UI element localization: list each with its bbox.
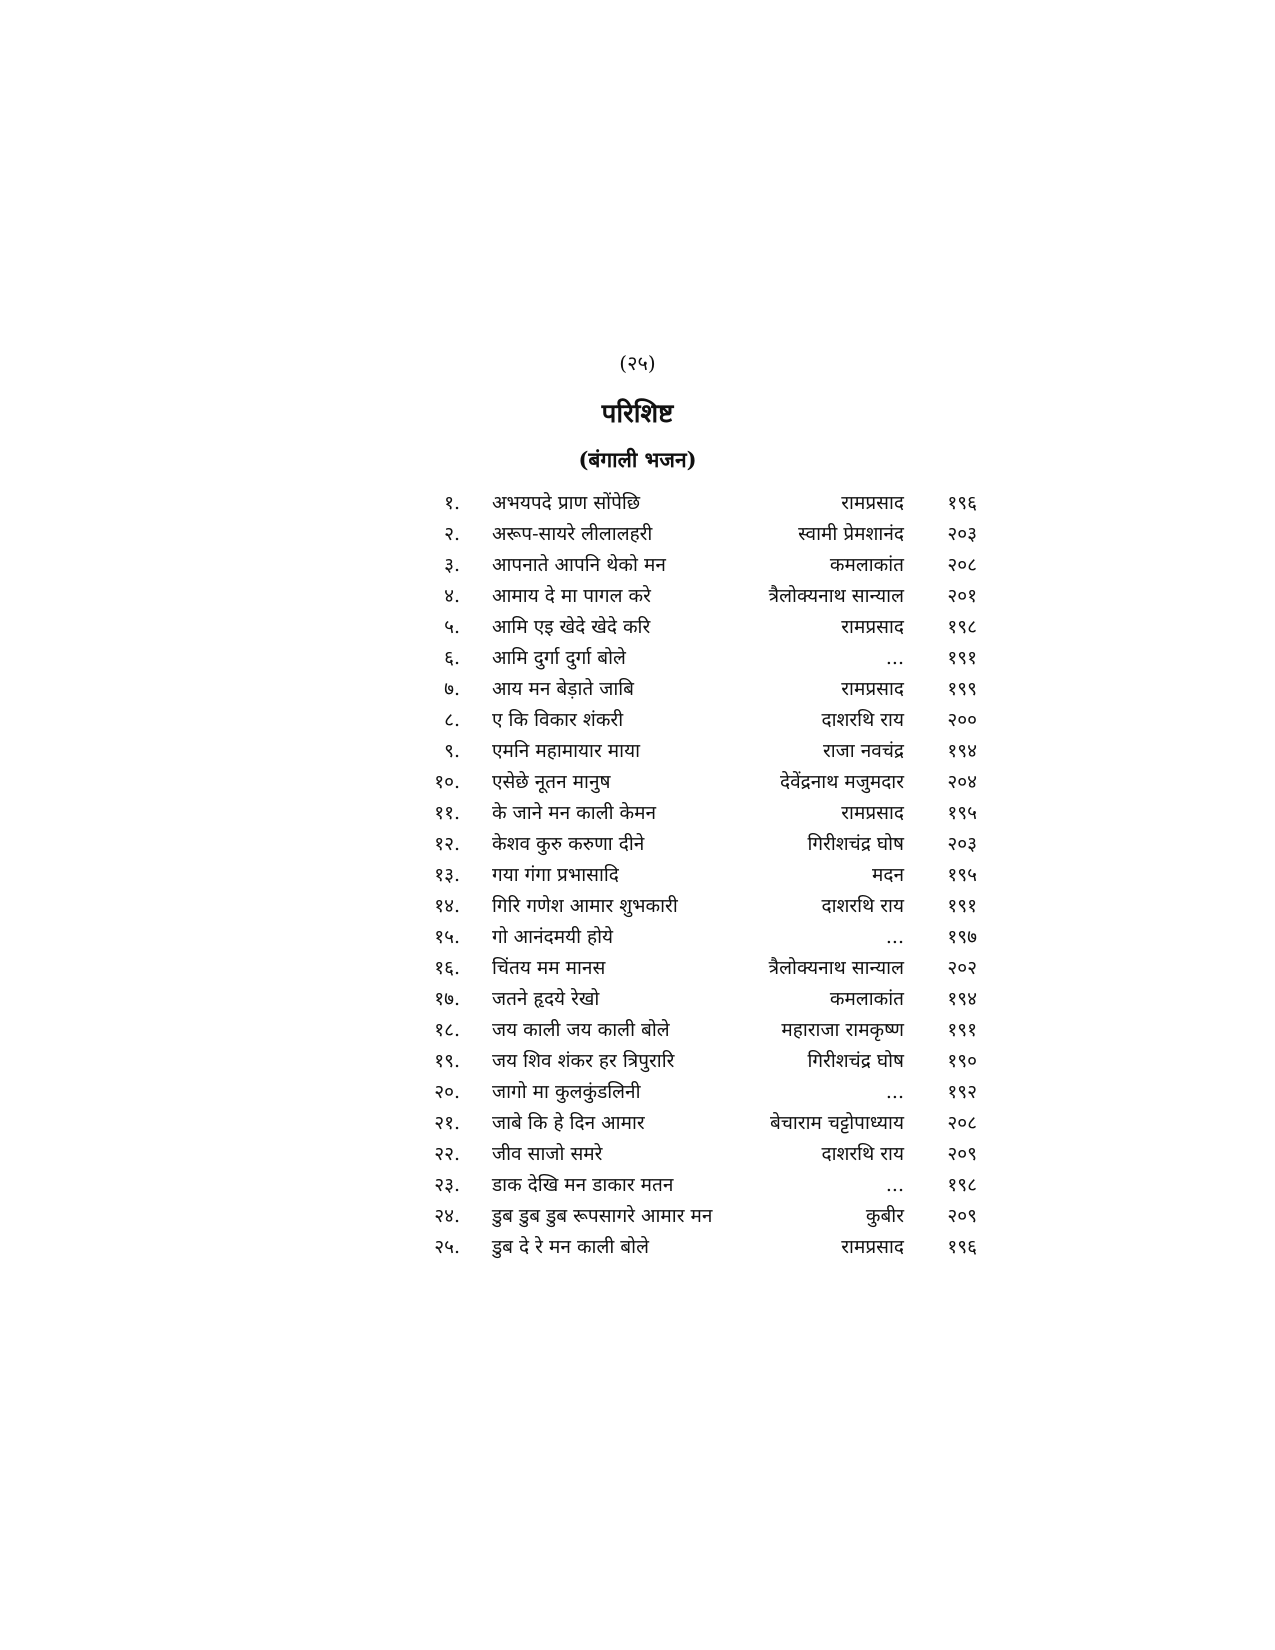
entry-number: २. [444,523,460,545]
index-entry [0,984,1275,1015]
entry-number: १. [444,492,460,514]
entry-title: चिंतय मम मानस [492,957,606,979]
entry-number: ५. [444,616,460,638]
entry-page: १९४ [947,988,977,1010]
entry-author: कमलाकांत [829,988,904,1010]
entry-number: २२. [434,1143,460,1165]
entry-page: २०९ [947,1143,977,1165]
entry-author: रामप्रसाद [841,492,904,514]
entry-number: २५. [434,1236,460,1258]
entry-page: १९४ [947,740,977,762]
entry-title: के जाने मन काली केमन [492,802,657,824]
entry-page: १९८ [947,1174,977,1196]
entry-number: २३. [434,1174,460,1196]
entry-page: २०० [947,709,977,731]
entry-number: ३. [444,554,460,576]
index-entry [0,674,1275,705]
index-entry [0,550,1275,581]
entry-page: १९५ [947,802,977,824]
entry-number: ४. [444,585,460,607]
entry-number: १४. [434,895,460,917]
entry-number: ९. [444,740,460,762]
entry-author: स्वामी प्रेमशानंद [798,523,904,545]
index-entry [0,612,1275,643]
index-entry [0,519,1275,550]
entry-number: २०. [434,1081,460,1103]
entry-page: १९९ [947,678,977,700]
entry-number: २१. [434,1112,460,1134]
index-entry [0,488,1275,519]
entry-title: जीव साजो समरे [492,1143,603,1165]
index-entry [0,1232,1275,1263]
entry-author: कमलाकांत [829,554,904,576]
entry-page: २०८ [947,1112,977,1134]
entry-page: १९६ [947,492,977,514]
index-entry [0,798,1275,829]
entry-title: आमि एइ खेदे खेदे करि [492,616,651,638]
entry-page: १९६ [947,1236,977,1258]
entry-author: ... [885,647,904,669]
index-entry [0,1015,1275,1046]
entry-author: दाशरथि राय [821,1143,904,1165]
entry-number: ६. [444,647,460,669]
index-entry [0,860,1275,891]
index-entry [0,1108,1275,1139]
entry-author: दाशरथि राय [821,895,904,917]
index-entry [0,643,1275,674]
entry-number: ७. [444,678,460,700]
entry-number: १७. [434,988,460,1010]
bhajan-index-list [0,488,1275,1263]
entry-title: जाबे कि हे दिन आमार [492,1112,645,1134]
entry-author: त्रैलोक्यनाथ सान्याल [768,585,904,607]
entry-number: १२. [434,833,460,855]
entry-title: जतने हृदये रेखो [492,988,600,1010]
entry-author: गिरीशचंद्र घोष [807,1050,904,1072]
index-entry [0,1077,1275,1108]
page-title: परिशिष्ट [601,399,674,429]
entry-author: देवेंद्रनाथ मजुमदार [780,771,904,793]
entry-title: गिरि गणेश आमार शुभकारी [492,895,678,917]
entry-number: ११. [434,802,460,824]
entry-title: आमाय दे मा पागल करे [492,585,651,607]
entry-number: १८. [434,1019,460,1041]
entry-page: १९१ [947,1019,977,1041]
entry-author: रामप्रसाद [841,616,904,638]
entry-page: १९२ [947,1081,977,1103]
index-entry [0,1201,1275,1232]
entry-title: आपनाते आपनि थेको मन [492,554,666,576]
index-entry [0,1046,1275,1077]
entry-page: १९७ [947,926,977,948]
entry-title: एमनि महामायार माया [492,740,641,762]
entry-title: अरूप-सायरे लीलालहरी [492,523,653,545]
entry-number: १०. [434,771,460,793]
entry-author: ... [885,1174,904,1196]
index-entry [0,581,1275,612]
index-entry [0,1170,1275,1201]
entry-title: अभयपदे प्राण सोंपेछि [492,492,641,514]
entry-page: १९१ [947,647,977,669]
entry-number: १९. [434,1050,460,1072]
entry-title: डुब डुब डुब रूपसागरे आमार मन [492,1205,713,1227]
entry-page: १९१ [947,895,977,917]
entry-title: डुब दे रे मन काली बोले [492,1236,649,1258]
entry-author: दाशरथि राय [821,709,904,731]
page-subtitle: (बंगाली भजन) [578,447,697,472]
entry-title: जय शिव शंकर हर त्रिपुरारि [492,1050,675,1072]
entry-number: २४. [434,1205,460,1227]
entry-author: त्रैलोक्यनाथ सान्याल [768,957,904,979]
index-entry [0,736,1275,767]
entry-author: रामप्रसाद [841,1236,904,1258]
entry-title: गो आनंदमयी होये [492,926,614,948]
entry-page: २०९ [947,1205,977,1227]
entry-page: २०८ [947,554,977,576]
entry-author: गिरीशचंद्र घोष [807,833,904,855]
index-entry [0,705,1275,736]
entry-page: २०४ [947,771,977,793]
entry-page: २०१ [947,585,977,607]
entry-page: २०२ [947,957,977,979]
entry-number: ८. [444,709,460,731]
entry-page: २०३ [947,833,977,855]
page-number: (२५) [619,351,656,375]
index-entry [0,922,1275,953]
entry-page: १९० [947,1050,977,1072]
entry-author: ... [885,1081,904,1103]
entry-author: मदन [872,864,904,886]
entry-number: १५. [434,926,460,948]
entry-page: १९५ [947,864,977,886]
entry-number: १३. [434,864,460,886]
entry-author: रामप्रसाद [841,678,904,700]
entry-page: १९८ [947,616,977,638]
index-entry [0,767,1275,798]
entry-page: २०३ [947,523,977,545]
index-entry [0,891,1275,922]
entry-title: गया गंगा प्रभासादि [492,864,619,886]
index-entry [0,1139,1275,1170]
entry-title: केशव कुरु करुणा दीने [492,833,645,855]
entry-number: १६. [434,957,460,979]
entry-author: महाराजा रामकृष्ण [781,1019,904,1041]
entry-author: कुबीर [865,1205,904,1227]
entry-title: आमि दुर्गा दुर्गा बोले [492,647,626,669]
entry-title: ए कि विकार शंकरी [492,709,624,731]
entry-title: आय मन बेड़ाते जाबि [492,678,635,700]
entry-title: जय काली जय काली बोले [492,1019,670,1041]
entry-title: जागो मा कुलकुंडलिनी [492,1081,641,1103]
entry-title: एसेछे नूतन मानुष [492,771,611,793]
entry-author: राजा नवचंद्र [822,740,904,762]
index-entry [0,953,1275,984]
entry-author: रामप्रसाद [841,802,904,824]
entry-title: डाक देखि मन डाकार मतन [492,1174,674,1196]
index-entry [0,829,1275,860]
entry-author: ... [885,926,904,948]
entry-author: बेचाराम चट्टोपाध्याय [769,1112,904,1134]
